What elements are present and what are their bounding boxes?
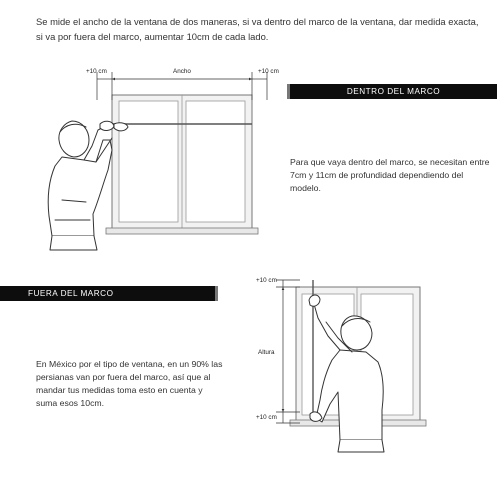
top-window — [106, 95, 258, 234]
width-label: Ancho — [173, 68, 191, 75]
left-margin-label: +10 cm — [86, 68, 107, 75]
inside-frame-banner: DENTRO DEL MARCO — [290, 84, 497, 99]
top-margin-label: +10 cm — [256, 277, 277, 284]
bottom-margin-label: +10 cm — [256, 414, 277, 421]
intro-text: Se mide el ancho de la ventana de dos maneras, si va dentro del marco de la ventana, dar medida exacta, si va por fuera del marco, aumentar 10cm de cada lado. — [36, 16, 479, 42]
right-margin-label: +10 cm — [258, 68, 279, 75]
outside-frame-note: En México por el tipo de ventana, en un 90% las persianas van por fuera del marco, así que al mandar tus medidas toma esto en cuenta y suma esos 10cm. — [36, 359, 223, 408]
height-label: Altura — [258, 349, 275, 356]
inside-frame-note: Para que vaya dentro del marco, se necesitan entre 7cm y 11cm de profundidad dependiendo del modelo. — [290, 157, 490, 193]
outside-frame-banner: FUERA DEL MARCO — [0, 286, 215, 301]
